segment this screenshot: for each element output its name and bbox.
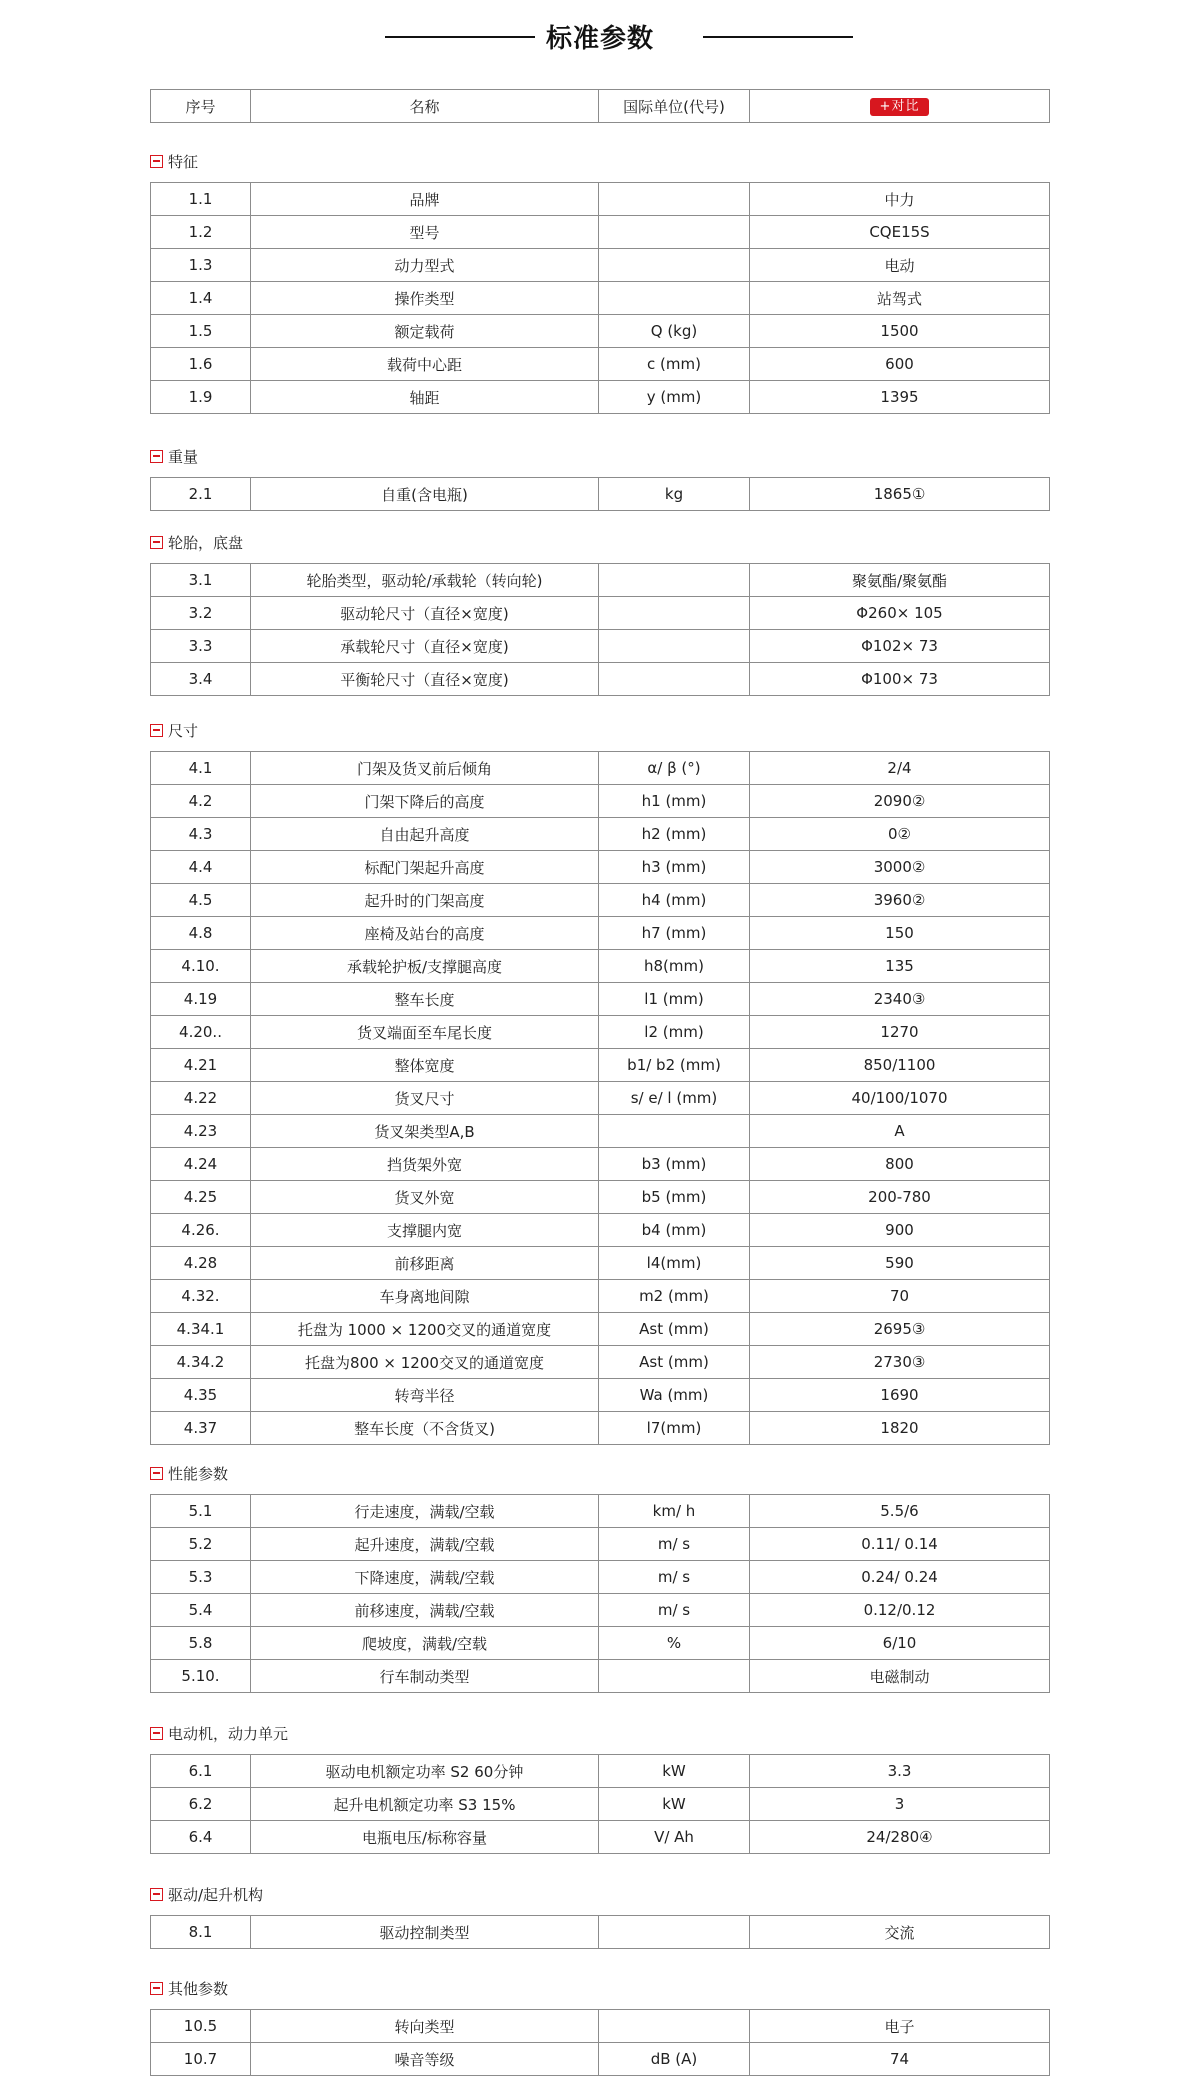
row-value: CQE15S	[750, 216, 1050, 249]
row-name: 行走速度，满载/空载	[251, 1495, 599, 1528]
table-row	[151, 950, 1050, 983]
row-value: 24/280④	[750, 1821, 1050, 1854]
page-title: 标准参数	[545, 24, 654, 54]
page-title-row	[0, 14, 1200, 58]
row-index: 5.4	[151, 1594, 251, 1627]
row-index: 4.34.2	[151, 1346, 251, 1379]
row-index: 4.1	[151, 752, 251, 785]
row-unit	[599, 630, 750, 663]
row-name: 承载轮尺寸（直径×宽度)	[251, 630, 599, 663]
row-value: 3000②	[750, 851, 1050, 884]
row-index: 6.4	[151, 1821, 251, 1854]
row-value: 1500	[750, 315, 1050, 348]
row-value: 2/4	[750, 752, 1050, 785]
section-header[interactable]	[150, 1464, 1050, 1482]
row-name: 货叉外宽	[251, 1181, 599, 1214]
row-value: 1395	[750, 381, 1050, 414]
row-unit: dB (A)	[599, 2043, 750, 2076]
section-header[interactable]	[150, 152, 1050, 170]
row-value: 0②	[750, 818, 1050, 851]
table-row	[151, 381, 1050, 414]
row-name: 前移距离	[251, 1247, 599, 1280]
section-performance	[150, 1464, 1050, 1693]
row-value: 电磁制动	[750, 1660, 1050, 1693]
row-unit: m/ s	[599, 1594, 750, 1627]
row-name: 载荷中心距	[251, 348, 599, 381]
section-header[interactable]	[150, 1885, 1050, 1903]
table-row	[151, 663, 1050, 696]
table-row	[151, 2043, 1050, 2076]
section-title: 尺寸	[168, 721, 199, 740]
row-value: 600	[750, 348, 1050, 381]
spec-table	[150, 1754, 1050, 1854]
row-index: 4.8	[151, 917, 251, 950]
table-row	[151, 1214, 1050, 1247]
spec-table	[150, 1915, 1050, 1949]
row-unit: h4 (mm)	[599, 884, 750, 917]
row-index: 1.6	[151, 348, 251, 381]
row-name: 电瓶电压/标称容量	[251, 1821, 599, 1854]
spec-table	[150, 182, 1050, 414]
table-row	[151, 1049, 1050, 1082]
row-name: 额定载荷	[251, 315, 599, 348]
spec-table	[150, 751, 1050, 1445]
row-name: 标配门架起升高度	[251, 851, 599, 884]
header-unit: 国际单位(代号)	[599, 90, 750, 123]
section-title: 特征	[168, 152, 199, 171]
row-unit: h3 (mm)	[599, 851, 750, 884]
header-name: 名称	[251, 90, 599, 123]
row-value: 3.3	[750, 1755, 1050, 1788]
row-index: 8.1	[151, 1916, 251, 1949]
collapse-minus-icon[interactable]	[150, 1982, 163, 1995]
table-row	[151, 1082, 1050, 1115]
row-value: 交流	[750, 1916, 1050, 1949]
row-value: 150	[750, 917, 1050, 950]
row-unit	[599, 249, 750, 282]
section-header[interactable]	[150, 1979, 1050, 1997]
row-index: 4.5	[151, 884, 251, 917]
table-row	[151, 249, 1050, 282]
collapse-minus-icon[interactable]	[150, 155, 163, 168]
table-row	[151, 1181, 1050, 1214]
table-row	[151, 1660, 1050, 1693]
table-row	[151, 1346, 1050, 1379]
row-value: 850/1100	[750, 1049, 1050, 1082]
table-row	[151, 1755, 1050, 1788]
row-value: 6/10	[750, 1627, 1050, 1660]
row-name: 前移速度，满载/空载	[251, 1594, 599, 1627]
row-unit: l4(mm)	[599, 1247, 750, 1280]
row-value: 5.5/6	[750, 1495, 1050, 1528]
row-index: 4.32.	[151, 1280, 251, 1313]
row-name: 门架下降后的高度	[251, 785, 599, 818]
row-value: 40/100/1070	[750, 1082, 1050, 1115]
table-row	[151, 1148, 1050, 1181]
row-index: 4.19	[151, 983, 251, 1016]
row-unit	[599, 1115, 750, 1148]
row-index: 5.10.	[151, 1660, 251, 1693]
row-name: 起升时的门架高度	[251, 884, 599, 917]
row-unit: l2 (mm)	[599, 1016, 750, 1049]
row-index: 4.24	[151, 1148, 251, 1181]
row-value: 200-780	[750, 1181, 1050, 1214]
row-name: 货叉端面至车尾长度	[251, 1016, 599, 1049]
row-unit: c (mm)	[599, 348, 750, 381]
table-row	[151, 478, 1050, 511]
row-unit: h8(mm)	[599, 950, 750, 983]
row-value: 0.11/ 0.14	[750, 1528, 1050, 1561]
table-row	[151, 1247, 1050, 1280]
row-index: 3.2	[151, 597, 251, 630]
row-index: 5.2	[151, 1528, 251, 1561]
row-unit: m2 (mm)	[599, 1280, 750, 1313]
table-row	[151, 917, 1050, 950]
table-row	[151, 1627, 1050, 1660]
table-row	[151, 348, 1050, 381]
row-value: Φ260× 105	[750, 597, 1050, 630]
table-row	[151, 630, 1050, 663]
section-header[interactable]	[150, 447, 1050, 465]
row-index: 4.22	[151, 1082, 251, 1115]
row-name: 驱动电机额定功率 S2 60分钟	[251, 1755, 599, 1788]
collapse-minus-icon[interactable]	[150, 1467, 163, 1480]
row-index: 5.8	[151, 1627, 251, 1660]
section-header[interactable]	[150, 721, 1050, 739]
spec-table	[150, 2009, 1050, 2076]
table-row	[151, 1594, 1050, 1627]
row-unit: b5 (mm)	[599, 1181, 750, 1214]
row-name: 整车长度	[251, 983, 599, 1016]
section-header[interactable]	[150, 533, 1050, 551]
row-name: 整体宽度	[251, 1049, 599, 1082]
row-value: 135	[750, 950, 1050, 983]
table-row	[151, 1379, 1050, 1412]
row-value: Φ100× 73	[750, 663, 1050, 696]
row-index: 4.35	[151, 1379, 251, 1412]
row-index: 4.34.1	[151, 1313, 251, 1346]
row-unit: y (mm)	[599, 381, 750, 414]
row-value: 2730③	[750, 1346, 1050, 1379]
row-name: 起升速度，满载/空载	[251, 1528, 599, 1561]
table-row	[151, 785, 1050, 818]
table-row	[151, 884, 1050, 917]
collapse-minus-icon[interactable]	[150, 724, 163, 737]
row-unit: h1 (mm)	[599, 785, 750, 818]
row-unit: %	[599, 1627, 750, 1660]
row-name: 噪音等级	[251, 2043, 599, 2076]
row-value: 电子	[750, 2010, 1050, 2043]
row-name: 承载轮护板/支撑腿高度	[251, 950, 599, 983]
row-value: 2695③	[750, 1313, 1050, 1346]
row-name: 转弯半径	[251, 1379, 599, 1412]
table-row	[151, 1016, 1050, 1049]
row-value: 0.24/ 0.24	[750, 1561, 1050, 1594]
row-unit	[599, 1916, 750, 1949]
row-unit	[599, 564, 750, 597]
table-row	[151, 752, 1050, 785]
row-unit	[599, 282, 750, 315]
row-index: 5.3	[151, 1561, 251, 1594]
row-unit: Q (kg)	[599, 315, 750, 348]
row-index: 4.23	[151, 1115, 251, 1148]
spec-table	[150, 477, 1050, 511]
row-index: 2.1	[151, 478, 251, 511]
table-row	[151, 1788, 1050, 1821]
row-value: 3	[750, 1788, 1050, 1821]
row-index: 10.7	[151, 2043, 251, 2076]
section-drive-lift	[150, 1885, 1050, 1949]
table-row	[151, 183, 1050, 216]
row-unit: α/ β (°)	[599, 752, 750, 785]
row-index: 1.3	[151, 249, 251, 282]
spec-table	[150, 563, 1050, 696]
row-unit: m/ s	[599, 1528, 750, 1561]
section-other	[150, 1979, 1050, 2076]
row-index: 4.37	[151, 1412, 251, 1445]
row-name: 支撑腿内宽	[251, 1214, 599, 1247]
row-index: 4.3	[151, 818, 251, 851]
row-value: 电动	[750, 249, 1050, 282]
row-unit	[599, 597, 750, 630]
row-name: 轴距	[251, 381, 599, 414]
row-value: 2090②	[750, 785, 1050, 818]
row-name: 自重(含电瓶)	[251, 478, 599, 511]
row-unit	[599, 663, 750, 696]
row-value: 1865①	[750, 478, 1050, 511]
row-unit	[599, 183, 750, 216]
row-name: 型号	[251, 216, 599, 249]
row-value: 1820	[750, 1412, 1050, 1445]
row-unit: kg	[599, 478, 750, 511]
table-row	[151, 818, 1050, 851]
row-value: 0.12/0.12	[750, 1594, 1050, 1627]
row-unit: h2 (mm)	[599, 818, 750, 851]
row-unit: m/ s	[599, 1561, 750, 1594]
collapse-minus-icon[interactable]	[150, 536, 163, 549]
header-index: 序号	[151, 90, 251, 123]
table-row	[151, 1412, 1050, 1445]
section-tires-chassis	[150, 533, 1050, 696]
title-divider-right	[703, 36, 853, 38]
section-title: 电动机，动力单元	[168, 1724, 289, 1743]
row-name: 操作类型	[251, 282, 599, 315]
table-row	[151, 1528, 1050, 1561]
row-name: 平衡轮尺寸（直径×宽度)	[251, 663, 599, 696]
row-index: 4.20..	[151, 1016, 251, 1049]
row-name: 起升电机额定功率 S3 15%	[251, 1788, 599, 1821]
collapse-minus-icon[interactable]	[150, 1727, 163, 1740]
row-index: 4.21	[151, 1049, 251, 1082]
row-index: 3.1	[151, 564, 251, 597]
table-row	[151, 2010, 1050, 2043]
row-unit: l1 (mm)	[599, 983, 750, 1016]
row-index: 5.1	[151, 1495, 251, 1528]
spec-header-table	[150, 89, 1050, 123]
section-title: 重量	[168, 447, 199, 466]
row-name: 转向类型	[251, 2010, 599, 2043]
row-unit: Ast (mm)	[599, 1313, 750, 1346]
row-index: 1.9	[151, 381, 251, 414]
table-row	[151, 315, 1050, 348]
row-value: 70	[750, 1280, 1050, 1313]
row-index: 1.1	[151, 183, 251, 216]
row-index: 4.2	[151, 785, 251, 818]
row-name: 托盘为 1000 × 1200交叉的通道宽度	[251, 1313, 599, 1346]
section-title: 驱动/起升机构	[168, 1885, 264, 1904]
row-name: 自由起升高度	[251, 818, 599, 851]
spec-table	[150, 1494, 1050, 1693]
row-index: 4.25	[151, 1181, 251, 1214]
row-value: 800	[750, 1148, 1050, 1181]
row-name: 行车制动类型	[251, 1660, 599, 1693]
row-unit: kW	[599, 1755, 750, 1788]
row-unit: b4 (mm)	[599, 1214, 750, 1247]
row-unit: b3 (mm)	[599, 1148, 750, 1181]
row-value: 聚氨酯/聚氨酯	[750, 564, 1050, 597]
row-value: 1690	[750, 1379, 1050, 1412]
row-index: 1.4	[151, 282, 251, 315]
table-row	[151, 1495, 1050, 1528]
row-name: 车身离地间隙	[251, 1280, 599, 1313]
row-name: 整车长度（不含货叉)	[251, 1412, 599, 1445]
row-unit	[599, 2010, 750, 2043]
row-unit: kW	[599, 1788, 750, 1821]
section-motor-power-unit	[150, 1724, 1050, 1854]
row-unit	[599, 216, 750, 249]
row-value: 3960②	[750, 884, 1050, 917]
section-dimensions	[150, 721, 1050, 1445]
table-row	[151, 851, 1050, 884]
row-name: 品牌	[251, 183, 599, 216]
section-title: 性能参数	[168, 1464, 229, 1483]
row-name: 动力型式	[251, 249, 599, 282]
section-title: 其他参数	[168, 1979, 229, 1998]
row-index: 10.5	[151, 2010, 251, 2043]
row-value: 中力	[750, 183, 1050, 216]
row-name: 驱动控制类型	[251, 1916, 599, 1949]
row-name: 货叉架类型A,B	[251, 1115, 599, 1148]
row-value: A	[750, 1115, 1050, 1148]
row-index: 4.10.	[151, 950, 251, 983]
row-name: 货叉尺寸	[251, 1082, 599, 1115]
table-row	[151, 564, 1050, 597]
row-value: 900	[750, 1214, 1050, 1247]
row-unit: l7(mm)	[599, 1412, 750, 1445]
row-unit: s/ e/ l (mm)	[599, 1082, 750, 1115]
table-row	[151, 597, 1050, 630]
row-value: 1270	[750, 1016, 1050, 1049]
table-row	[151, 1821, 1050, 1854]
row-index: 4.28	[151, 1247, 251, 1280]
header-compare-cell	[750, 90, 1050, 123]
row-name: 爬坡度，满载/空载	[251, 1627, 599, 1660]
table-row	[151, 1313, 1050, 1346]
row-value: 站驾式	[750, 282, 1050, 315]
row-value: 74	[750, 2043, 1050, 2076]
row-name: 挡货架外宽	[251, 1148, 599, 1181]
table-row	[151, 983, 1050, 1016]
section-title: 轮胎，底盘	[168, 533, 244, 552]
row-value: 590	[750, 1247, 1050, 1280]
header-row	[151, 90, 1050, 123]
table-row	[151, 282, 1050, 315]
row-name: 下降速度，满载/空载	[251, 1561, 599, 1594]
row-unit	[599, 1660, 750, 1693]
compare-button[interactable]: +对比	[870, 98, 930, 116]
row-index: 4.4	[151, 851, 251, 884]
section-weight	[150, 447, 1050, 511]
row-name: 驱动轮尺寸（直径×宽度)	[251, 597, 599, 630]
table-row	[151, 216, 1050, 249]
row-unit: h7 (mm)	[599, 917, 750, 950]
row-unit: b1/ b2 (mm)	[599, 1049, 750, 1082]
table-row	[151, 1115, 1050, 1148]
row-index: 4.26.	[151, 1214, 251, 1247]
row-index: 3.3	[151, 630, 251, 663]
row-unit: km/ h	[599, 1495, 750, 1528]
row-unit: Wa (mm)	[599, 1379, 750, 1412]
row-index: 1.5	[151, 315, 251, 348]
row-index: 3.4	[151, 663, 251, 696]
row-index: 6.2	[151, 1788, 251, 1821]
table-row	[151, 1916, 1050, 1949]
row-unit: Ast (mm)	[599, 1346, 750, 1379]
row-index: 1.2	[151, 216, 251, 249]
row-unit: V/ Ah	[599, 1821, 750, 1854]
section-header[interactable]	[150, 1724, 1050, 1742]
row-name: 托盘为800 × 1200交叉的通道宽度	[251, 1346, 599, 1379]
row-index: 6.1	[151, 1755, 251, 1788]
row-name: 轮胎类型，驱动轮/承载轮（转向轮)	[251, 564, 599, 597]
collapse-minus-icon[interactable]	[150, 1888, 163, 1901]
collapse-minus-icon[interactable]	[150, 450, 163, 463]
table-row	[151, 1280, 1050, 1313]
table-row	[151, 1561, 1050, 1594]
row-name: 座椅及站台的高度	[251, 917, 599, 950]
row-value: 2340③	[750, 983, 1050, 1016]
row-value: Φ102× 73	[750, 630, 1050, 663]
section-features	[150, 152, 1050, 414]
row-name: 门架及货叉前后倾角	[251, 752, 599, 785]
